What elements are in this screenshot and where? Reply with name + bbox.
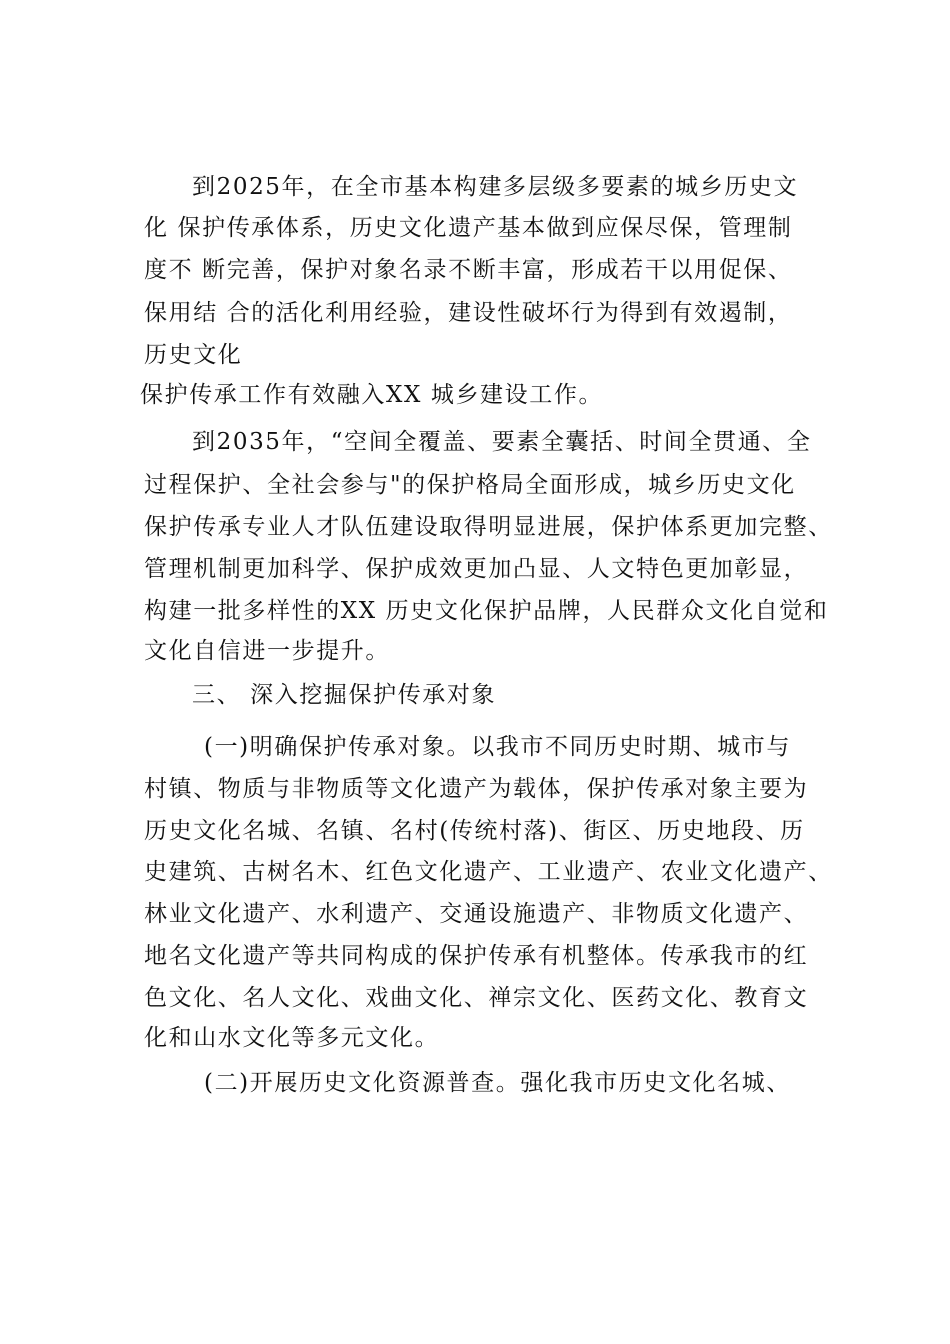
text-line: 历史文化名城、名镇、名村(传统村落)、街区、历史地段、历 <box>144 818 805 844</box>
text-line: 历史文化 <box>144 342 243 368</box>
text-line: (二)开展历史文化资源普查。强化我市历史文化名城、 <box>204 1070 791 1096</box>
text-line: (一)明确保护传承对象。以我市不同历史时期、城市与 <box>204 734 791 760</box>
section-heading: 三、 深入挖掘保护传承对象 <box>192 682 497 708</box>
text-line: 地名文化遗产等共同构成的保护传承有机整体。传承我市的红 <box>144 943 809 969</box>
text-line: 保用结 合的活化利用经验，建设性破坏行为得到有效遏制， <box>144 300 793 326</box>
text-line: 化 保护传承体系，历史文化遗产基本做到应保尽保，管理制 <box>144 215 793 241</box>
text-line: 保护传承工作有效融入XX 城乡建设工作。 <box>140 382 604 408</box>
text-line: 文化自信进一步提升。 <box>144 638 390 664</box>
text-line: 化和山水文化等多元文化。 <box>144 1025 440 1051</box>
text-line: 构建一批多样性的XX 历史文化保护品牌，人民群众文化自觉和 <box>144 598 829 624</box>
text-line: 村镇、物质与非物质等文化遗产为载体，保护传承对象主要为 <box>144 776 809 802</box>
text-line: 到2035年，“空间全覆盖、要素全囊括、时间全贯通、全 <box>192 429 812 455</box>
text-line: 色文化、名人文化、戏曲文化、禅宗文化、医药文化、教育文 <box>144 985 809 1011</box>
text-line: 到2025年，在全市基本构建多层级多要素的城乡历史文 <box>192 174 799 200</box>
text-line: 保护传承专业人才队伍建设取得明显进展，保护体系更加完整、 <box>144 514 833 540</box>
text-line: 林业文化遗产、水利遗产、交通设施遗产、非物质文化遗产、 <box>144 901 809 927</box>
text-line: 度不 断完善，保护对象名录不断丰富，形成若干以用促保、 <box>144 257 793 283</box>
text-line: 管理机制更加科学、保护成效更加凸显、人文特色更加彰显， <box>144 556 809 582</box>
text-line: 史建筑、古树名木、红色文化遗产、工业遗产、农业文化遗产、 <box>144 859 833 885</box>
text-line: 过程保护、全社会参与"的保护格局全面形成，城乡历史文化 <box>144 472 796 498</box>
